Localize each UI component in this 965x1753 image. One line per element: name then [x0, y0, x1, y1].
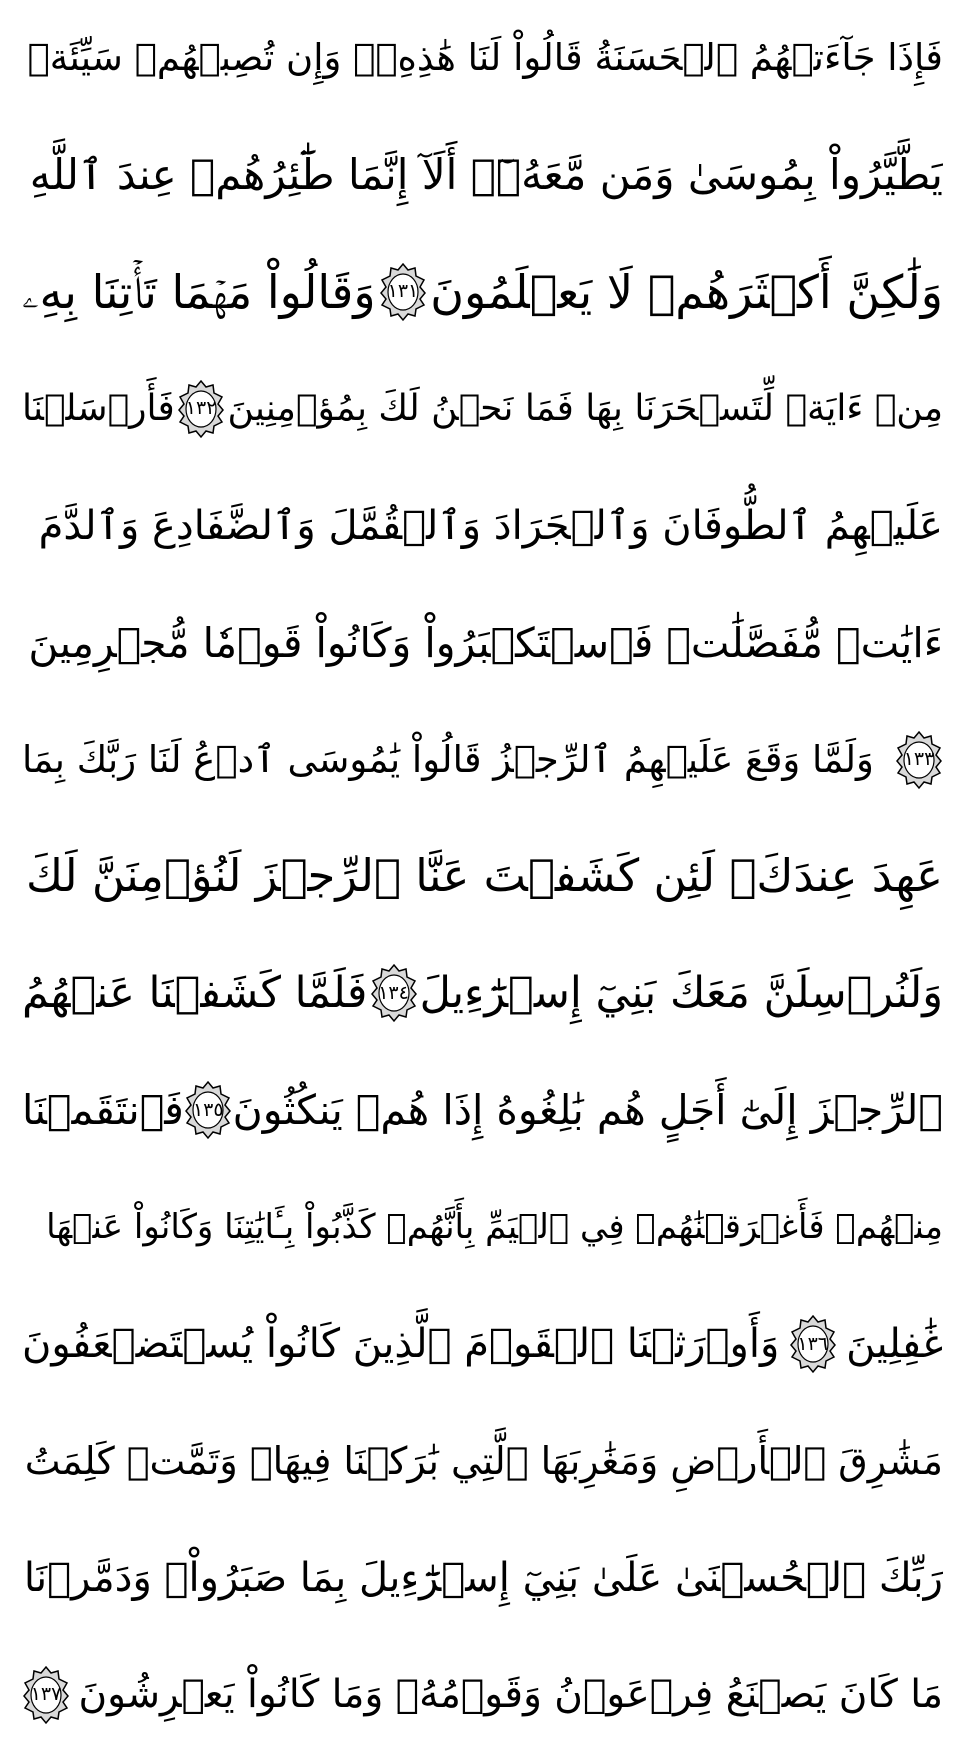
text-line [22, 1062, 943, 1158]
verse-number: ١٣٤ [378, 981, 409, 1004]
verse-end-marker [895, 730, 943, 790]
verse-text: وَلَٰكِنَّ أَكۡثَرَهُمۡ لَا يَعۡلَمُونَ [430, 264, 943, 319]
verse-text: عَلَيۡهِمُ ٱلطُّوفَانَ وَٱلۡجَرَادَ وَٱلۡقُمَّلَ وَٱلضَّفَادِعَ وَٱلدَّمَ [38, 502, 943, 549]
verse-text: ٱلرِّجۡزَ إِلَىٰٓ أَجَلٍ هُم بَٰلِغُوهُ إِذَا هُمۡ يَنكُثُونَ [232, 1086, 943, 1135]
verse-text: رَبِّكَ ٱلۡحُسۡنَىٰ عَلَىٰ بَنِيٓ إِسۡرَٰٓءِيلَ بِمَا صَبَرُواْۖ وَدَمَّرۡنَا [23, 1554, 943, 1601]
verse-text: وَلَمَّا وَقَعَ عَلَيۡهِمُ ٱلرِّجۡزُ قَالُواْ يَٰمُوسَى ٱدۡعُ لَنَا رَبَّكَ بِمَا [22, 737, 874, 781]
verse-text: يَطَّيَّرُواْ بِمُوسَىٰ وَمَن مَّعَهُۥٓۗ أَلَآ إِنَّمَا طَٰٓئِرُهُمۡ عِندَ ٱللَّهِ [29, 149, 943, 199]
verse-end-marker [789, 1314, 837, 1374]
text-line [22, 1296, 943, 1392]
text-line [22, 361, 943, 457]
text-line [22, 828, 943, 924]
verse-end-marker [177, 379, 225, 439]
verse-number: ١٣٢ [185, 397, 217, 420]
verse-text: وَقَالُواْ مَهۡمَا تَأۡتِنَا بِهِۦ [22, 264, 376, 319]
verse-text: فَأَرۡسَلۡنَا [22, 387, 175, 429]
text-line [22, 595, 943, 691]
text-line [22, 945, 943, 1041]
verse-number: ١٣٧ [30, 1683, 62, 1706]
verse-end-marker [370, 963, 418, 1023]
verse-text: مَا كَانَ يَصۡنَعُ فِرۡعَوۡنُ وَقَوۡمُهُۥ وَمَا كَانُواْ يَعۡرِشُونَ [78, 1671, 943, 1717]
text-line [22, 10, 943, 106]
verse-end-marker [22, 1665, 70, 1725]
verse-text: عَهِدَ عِندَكَۖ لَئِن كَشَفۡتَ عَنَّا ٱلرِّجۡزَ لَنُؤۡمِنَنَّ لَكَ [25, 849, 943, 903]
verse-number: ١٣٣ [903, 748, 935, 771]
text-line [22, 244, 943, 340]
verse-end-marker [379, 262, 427, 322]
text-line [22, 127, 943, 223]
verse-text: مِنۡهُمۡ فَأَغۡرَقۡنَٰهُمۡ فِي ٱلۡيَمِّ بِأَنَّهُمۡ كَذَّبُواْ بِـَٔايَٰتِنَا وَكَانُواْ عَنۡهَا [46, 1207, 943, 1248]
verse-number: ١٣١ [387, 280, 419, 303]
verse-text: ءَايَٰتٖ مُّفَصَّلَٰتٖ فَٱسۡتَكۡبَرُواْ وَكَانُواْ قَوۡمٗا مُّجۡرِمِينَ [28, 618, 943, 667]
verse-text: مِنۡ ءَايَةٖ لِّتَسۡحَرَنَا بِهَا فَمَا نَحۡنُ لَكَ بِمُؤۡمِنِينَ [227, 387, 943, 429]
verse-number: ١٣٦ [797, 1332, 828, 1355]
verse-text: غَٰفِلِينَ [846, 1321, 943, 1368]
verse-end-marker [184, 1080, 232, 1140]
text-line [22, 1530, 943, 1626]
text-line [22, 712, 943, 808]
verse-text: فَلَمَّا كَشَفۡنَا عَنۡهُمُ [22, 968, 368, 1019]
verse-text: مَشَٰرِقَ ٱلۡأَرۡضِ وَمَغَٰرِبَهَا ٱلَّتِي بَٰرَكۡنَا فِيهَاۖ وَتَمَّتۡ كَلِمَتُ [24, 1439, 943, 1484]
text-line [22, 1413, 943, 1509]
verse-text: فَٱنتَقَمۡنَا [22, 1086, 184, 1135]
verse-number: ١٣٥ [192, 1098, 224, 1121]
verse-text: فَإِذَا جَآءَتۡهُمُ ٱلۡحَسَنَةُ قَالُواْ لَنَا هَٰذِهِۦۖ وَإِن تُصِبۡهُمۡ سَيِّئَةٞ [27, 36, 943, 79]
text-line [22, 1179, 943, 1275]
text-line [22, 1647, 943, 1743]
verse-text: وَأَوۡرَثۡنَا ٱلۡقَوۡمَ ٱلَّذِينَ كَانُواْ يُسۡتَضۡعَفُونَ [22, 1321, 780, 1368]
text-line [22, 478, 943, 574]
verse-text: وَلَنُرۡسِلَنَّ مَعَكَ بَنِيٓ إِسۡرَٰٓءِيلَ [419, 968, 943, 1019]
